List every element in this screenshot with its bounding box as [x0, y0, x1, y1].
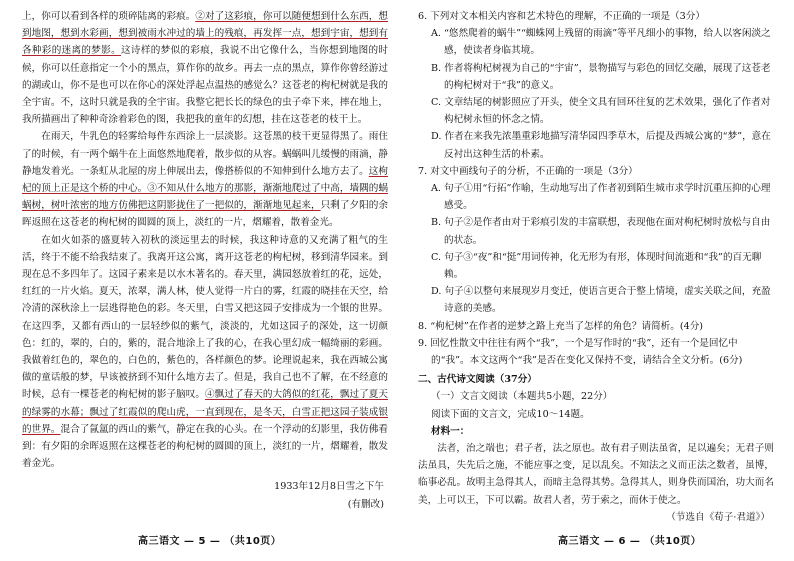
paragraph-3-start: 在如火如荼的盛夏转入初秋的淡远里去的时候，我这种诗意的又充满了粗气的生活，终于不能不给我结束了。我离开这公寓，离开这苍老的枸杞树，移到清华园来。到现在总不多四年了。这园子素来是以水木著名的。春天里，满园怒放着红的花，远处，红红的一片火焰。夏天，浓翠，满人林，使人觉得一片白的雾，红霞的晓挂在天空，给冷清的深秋涂上一层逃得艳色的彩。冬天里，白雪又把这园子安排成为一个银的世界。在这四季，又都有西山的一层轻纱似的紫气，淡淡的，尤如这园子的深处，这一切颜色：红的，翠的，白的，紫的，混合地涂上了我的心，在我心里幻成一幅绮丽的彩画。我做着红色的，翠色的，白色的，紫色的，各样颜色的梦。论理说起来，我在西城公寓做的童话般的梦，早该被挤到不知什么地方去了。但是，我自己也不了解，在不经意的时候，总有一棵苍老的枸杞树的影子脑叹。 [22, 234, 388, 401]
question-6-option-d: D. 作者在来我先浓墨重彩地描写清华园四季草木，后提及西城公寓的“梦”，意在反衬出这种生活的朴素。 [431, 131, 771, 160]
essay-date: 1933年12月8日雪之下午 [274, 481, 384, 493]
question-7-option-b: B. 句子②是作者由对于彩痕引发的丰富联想，表现他在面对枸杞树时放松与自由的状态。 [431, 217, 771, 246]
classical-source-note: （节选自《荀子·君道》） [666, 511, 770, 523]
underlined-sentence-2: ②对了这彩痕，你可以随便想到什么东西，想到地图，想到水彩画，想到被雨水冲过的墙上的残痕，再发挥一点，想到宇宙，想到有各种彩的迷离的梦影。 [22, 11, 389, 57]
question-6-option-c: C. 文章结尾的树影照应了开头，使全文具有回环往复的艺术效果，强化了作者对构杞树永恒的怀念之情。 [431, 97, 771, 126]
section-2-heading: 二、古代诗文阅读（37分） [418, 374, 537, 386]
paragraph-1-end: 这诗样的梦似的彩痕，我说不出它像什么，当你想到地图的时候，你可以任意指定一个小的黑点，算作你的故乡。再去一点的黑点，算作你曾经游过的湖或山，你不是也可以在你心的深处浮起点温热的感觉么？这苍老的枸杞树就是我的全宇宙。不，这时只就是我的全宇宙。我整它把长长的绿色的虫子牵下来，摔在地上，我所描画出了种种奇涂着彩色的图，我把我的童年的幻想，挂在这苍老的枝干上。 [22, 45, 389, 126]
question-7: 7. 对文中画线句子的分析，不正确的一项是（3分） [418, 165, 638, 177]
left-page-column [22, 8, 388, 513]
right-page-column [418, 8, 774, 526]
subsection-1-instruction: 阅读下面的文言文，完成10～14题。 [431, 408, 590, 420]
material-1-label: 材料一： [431, 425, 470, 437]
question-6-option-a: A. “悠然爬着的蜗牛”“蜘蛛网上残留的雨滴”等平凡细小的事物，给人以客闲淡之感，使读者身临其境。 [431, 28, 771, 57]
classical-passage: 法者，治之端也；君子者，法之原也。故有君子则法虽省，足以遍矣；无君子则法虽具，失先后之施，不能应事之变，足以乱矣。不知法之义而正法之数者，虽博，临事必乱。故明主急得其人，而暗主急得其势。急得其人，则身佚而国治，功大而名美，上可以王，下可以霸。故君人者，劳于索之，而休于使之。 [418, 443, 774, 506]
subsection-1-heading: （一）文言文阅读（本题共5小题，22分） [431, 391, 613, 403]
question-9: 9. 回忆性散文中往往有两个“我”，一个是写作时的“我”，还有一个是回忆中的“我”。本文这两个“我”是否在变化又保持不变，请结合全文分析。(6分) [418, 337, 743, 367]
question-7-option-c: C. 句子③“夜”和“挺”用词传神，化无形为有形，体现时间流逝和“我”的百无聊赖。 [431, 251, 762, 281]
paragraph-2-start: 在雨天，牛乳色的轻雾给每件东西涂上一层淡影。这苍黑的枝干更显得黑了。雨住了的时候，有一两个蜗牛在上面悠然地爬着，散步似的从容。蜗蜗叫儿缓慢的雨滴，静静地发着光。一条虹从北屋的房上伸展出去，像搭桥似的不知伸到什么地方去了。 [22, 131, 388, 177]
question-6: 6. 下列对文本相关内容和艺术特色的理解，不正确的一项是（3分） [418, 11, 705, 22]
underlined-sentence-3: 这枸杞的顶上正是这个桥的中心。③不知从什么地方的那影，渐渐地爬过了中高，墙隅的蜗蜗树，树叶浓密的地方仿佛把这阴影拢住了一把似的，渐渐地见起来， [22, 165, 389, 212]
page-5-footer: 高三语文 — 5 — （共10页） [138, 536, 282, 547]
essay-source-note: (有删改) [347, 498, 384, 510]
paragraph-1 [22, 8, 388, 128]
paragraph-1-start: 上，你可以看到各样的琐碎陆离的彩痕。 [22, 11, 196, 22]
question-7-option-a: A. 句子①用“行拓”作喻，生动地写出了作者初到陌生城市求学时沉重压抑的心理感受。 [431, 183, 771, 212]
paragraph-3-end: 混合了氤氲的西山的紫气，静定在我的心头。在一个浮动的幻影里，我仿佛看到：有夕阳的余晖返照在这棵苍老的枸杞树的圆圆的顶上，淡红的一片，熠耀着，散发着金光。 [22, 423, 388, 470]
question-6-option-b: B. 作者将枸杞树视为自己的“宇宙”，景物描写与彩色的回忆交融，展现了这苍老的枸杞树对于“我”的意义。 [431, 62, 771, 91]
question-8: 8. “枸杞树”在作者的逆梦之路上充当了怎样的角色？请简析。(4分) [418, 320, 704, 332]
paragraph-2 [22, 128, 388, 231]
paragraph-3 [22, 232, 388, 473]
paragraph-2-end: 只剩了夕阳的余晖返照在这苍老的枸杞树的圆圆的顶上，淡红的一片，熠耀着，散着金光。 [22, 200, 389, 229]
question-7-option-d: D. 句子④以整句来展现岁月变迁，使语言更合于整上情境，虚实关联之间，充盈诗意的美感。 [431, 286, 771, 315]
underlined-sentence-4: ④飘过了春天的大鸽似的红花，飘过了夏天的绿雾的水幕；飘过了红霞似的爬山虎，一直到现在，是冬天，白雪正把这园子装成银的世界。 [22, 389, 389, 435]
page-6-footer: 高三语文 — 6 — （共10页） [558, 536, 702, 547]
